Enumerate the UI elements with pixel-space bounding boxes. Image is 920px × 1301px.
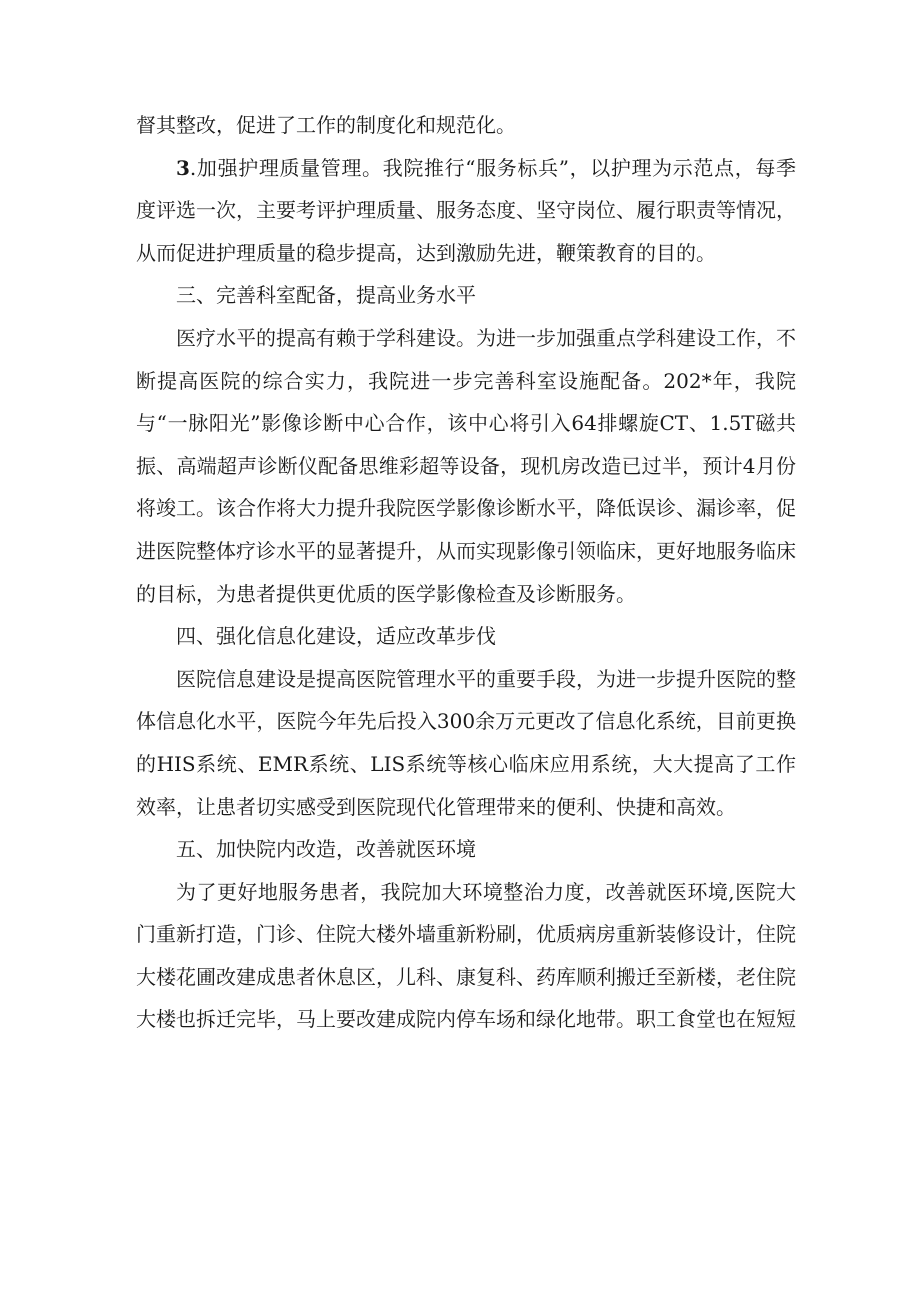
section-heading-4: 四、强化信息化建设，适应改革步伐 bbox=[176, 624, 496, 649]
document-body bbox=[136, 104, 796, 1041]
item-number: 3 bbox=[176, 155, 190, 180]
section-heading-3: 三、完善科室配备，提高业务水平 bbox=[176, 283, 476, 308]
paragraph-numbered-item bbox=[136, 147, 796, 275]
paragraph-body: 医院信息建设是提高医院管理水平的重要手段，为进一步提升医院的整体信息化水平，医院今年先后投入300余万元更改了信息化系统，目前更换的HIS系统、EMR系统、LIS系统等核心临床应用系统，大大提高了工作效率，让患者切实感受到医院现代化管理带来的便利、快捷和高效。 bbox=[136, 666, 796, 819]
paragraph-continuation: 督其整改，促进了工作的制度化和规范化。 bbox=[136, 113, 516, 137]
paragraph-body: 为了更好地服务患者，我院加大环境整治力度，改善就医环境,医院大门重新打造，门诊、住院大楼外墙重新粉刷，优质病房重新装修设计，住院大楼花圃改建成患者休息区，儿科、康复科、药库顺利搬迁至新楼，老住院大楼也拆迁完毕，马上要改建成院内停车场和绿化地带。职工食堂也在短短 bbox=[136, 879, 796, 1032]
section-heading-5: 五、加快院内改造，改善就医环境 bbox=[176, 837, 476, 862]
paragraph-body: 医疗水平的提高有赖于学科建设。为进一步加强重点学科建设工作，不断提高医院的综合实力，我院进一步完善科室设施配备。202*年，我院与“一脉阳光”影像诊断中心合作，该中心将引入64排螺旋CT、1.5T磁共振、高端超声诊断仪配备思维彩超等设备，现机房改造已过半，预计4月份将竣工。该合作将大力提升我院医学影像诊断水平，降低误诊、漏诊率，促进医院整体疗诊水平的显著提升，从而实现影像引领临床，更好地服务临床的目标，为患者提供更优质的医学影像检查及诊断服务。 bbox=[136, 325, 796, 606]
item-text: .加强护理质量管理。我院推行“服务标兵”，以护理为示范点，每季度评选一次，主要考评护理质量、服务态度、坚守岗位、履行职责等情况，从而促进护理质量的稳步提高，达到激励先进，鞭策教育的目的。 bbox=[136, 155, 796, 265]
